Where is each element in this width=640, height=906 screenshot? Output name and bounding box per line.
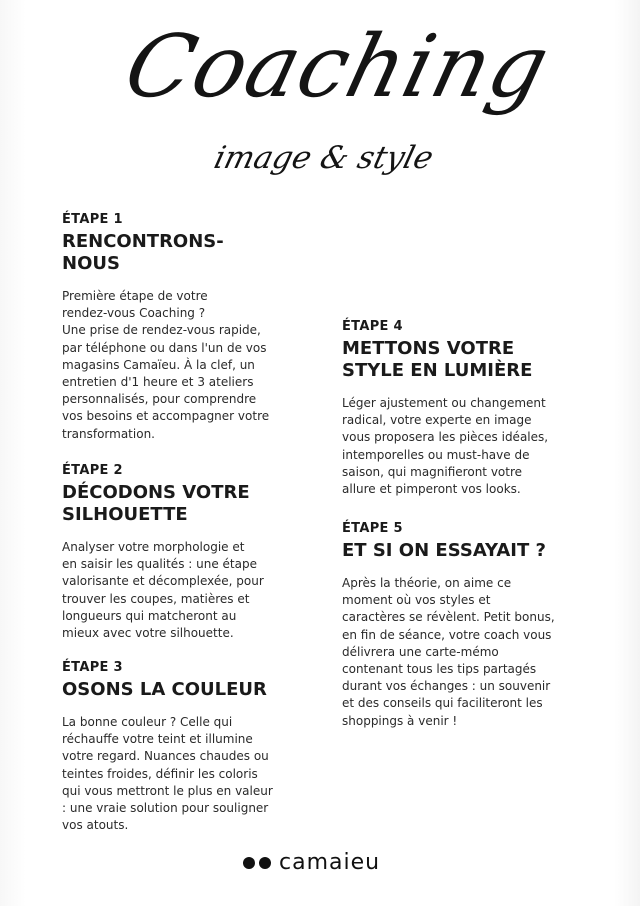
step-3: [62, 659, 302, 834]
step-heading: OSONS LA COULEUR: [62, 679, 267, 700]
brand-logo: [243, 850, 380, 876]
step-label: ÉTAPE 5: [342, 521, 403, 536]
step-5: [342, 520, 582, 730]
page-subtitle: image & style: [210, 140, 437, 176]
step-heading: ET SI ON ESSAYAIT ?: [342, 540, 546, 561]
logo-dot-icon: [243, 857, 255, 869]
step-heading: METTONS VOTRE STYLE EN LUMIÈRE: [342, 338, 533, 381]
step-label: ÉTAPE 1: [62, 212, 123, 227]
step-body: La bonne couleur ? Celle qui réchauffe votre teint et illumine votre regard. Nuances chaudes ou teintes froides, définir les coloris qui vous mettront le plus en valeur : une vraie solution pour souligner vos atouts.: [62, 715, 273, 833]
step-4: [342, 318, 582, 498]
step-heading: RENCONTRONS- NOUS: [62, 231, 224, 274]
step-body: Après la théorie, on aime ce moment où vos styles et caractères se révèlent. Petit bonus, en fin de séance, votre coach vous délivrera une carte-mémo contenant tous les tips partagés durant vos échanges : un souvenir et des conseils qui faciliteront les shoppings à venir !: [342, 576, 555, 728]
step-label: ÉTAPE 3: [62, 660, 123, 675]
logo-dot-icon: [259, 857, 271, 869]
step-label: ÉTAPE 2: [62, 463, 123, 478]
step-heading: DÉCODONS VOTRE SILHOUETTE: [62, 482, 250, 525]
step-body: Première étape de votre rendez-vous Coaching ? Une prise de rendez-vous rapide, par téléphone ou dans l'un de vos magasins Camaïeu. À la clef, un entretien d'1 heure et 3 ateliers personnalisés, pour comprendre vos besoins et accompagner votre transformation.: [62, 289, 270, 441]
step-1: [62, 211, 302, 443]
page-title: Coaching: [115, 17, 559, 117]
brand-name: camaieu: [279, 850, 381, 875]
step-2: [62, 462, 302, 642]
step-body: Léger ajustement ou changement radical, votre experte en image vous proposera les pièces idéales, intemporelles ou must-have de saison, qui magnifieront votre allure et pimperont vos looks.: [342, 396, 549, 497]
step-body: Analyser votre morphologie et en saisir les qualités : une étape valorisante et décomplexée, pour trouver les coupes, matières et longueurs qui matcheront au mieux avec votre silhouette.: [62, 540, 264, 641]
step-label: ÉTAPE 4: [342, 319, 403, 334]
